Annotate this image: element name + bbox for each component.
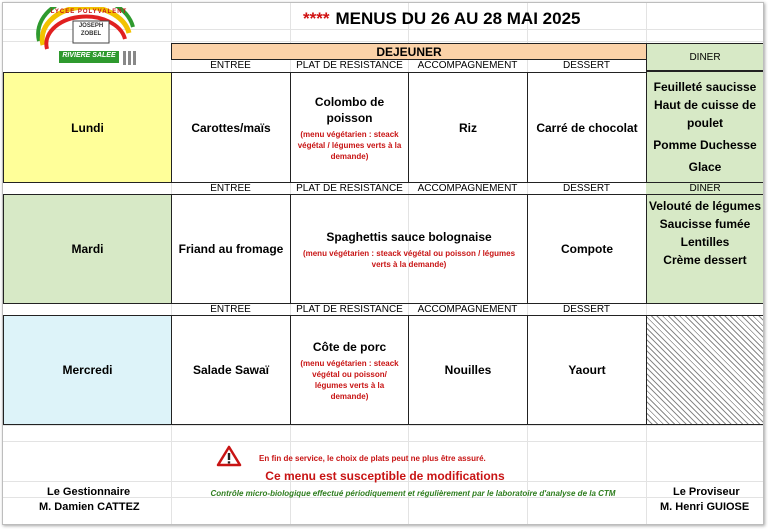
dessert-text: Compote [561, 242, 613, 256]
controle-text: Contrôle micro-biologique effectué périodiquement et régulièrement par le laboratoire d'analyse de la CTM [210, 489, 616, 498]
accompagnement-text: Riz [459, 120, 477, 135]
day-label: Lundi [71, 120, 104, 135]
mercredi-entree [171, 315, 291, 425]
col-plat-3: PLAT DE RESISTANCE [296, 304, 403, 315]
page-title [303, 7, 663, 31]
col-plat-1: PLAT DE RESISTANCE [296, 60, 403, 71]
mardi-entree [171, 194, 291, 304]
entree-text: Salade Sawaï [192, 363, 270, 377]
diner-item: Velouté de légumes [648, 199, 762, 213]
warning-icon [216, 445, 242, 467]
proviseur-name: M. Henri GUIOSE [660, 501, 750, 513]
entree-text: Carottes/maïs [191, 120, 271, 135]
lundi-entree [171, 72, 291, 183]
modifications-notice: Ce menu est susceptible de modifications [265, 469, 505, 483]
mercredi-dessert [527, 315, 647, 425]
day-lundi [3, 72, 172, 183]
col-dessert-1: DESSERT [562, 60, 611, 71]
day-label: Mardi [71, 242, 104, 256]
warning-text: En fin de service, le choix de plats peut ne plus être assuré. [259, 454, 486, 463]
col-accompagnement-1: ACCOMPAGNEMENT [417, 60, 518, 71]
mardi-plat [290, 194, 528, 304]
plat-text: Côte de porc [312, 339, 387, 354]
school-logo [25, 7, 155, 69]
col-entree-2: ENTREE [210, 183, 251, 194]
col-entree-1: ENTREE [210, 60, 251, 71]
logo-top-text: LYCEE POLYVALENT [50, 9, 128, 15]
menu-sheet [2, 2, 764, 525]
diner-label: DINER [689, 51, 721, 63]
col-plat-2: PLAT DE RESISTANCE [296, 183, 403, 194]
proviseur-title: Le Proviseur [673, 486, 740, 498]
mercredi-plat [290, 315, 409, 425]
diner-item: Pomme Duchesse [653, 138, 757, 152]
lundi-plat [290, 72, 409, 183]
title-stars: **** [303, 9, 330, 28]
plat-text: Colombo de poisson [314, 94, 385, 125]
diner-item: Crème dessert [663, 253, 747, 267]
dejeuner-label: DEJEUNER [376, 44, 442, 59]
dessert-text: Carré de chocolat [536, 120, 638, 135]
gestionnaire-name: M. Damien CATTEZ [39, 501, 140, 513]
lundi-accompagnement [408, 72, 528, 183]
col-dessert-2: DESSERT [562, 183, 611, 194]
logo-badge-line2: ZOBEL [80, 31, 102, 37]
col-accompagnement-2: ACCOMPAGNEMENT [417, 183, 518, 194]
gestionnaire-title: Le Gestionnaire [47, 486, 131, 498]
mercredi-diner-closed [646, 315, 764, 425]
dejeuner-band [171, 43, 647, 60]
accompagnement-text: Nouilles [444, 363, 492, 377]
logo-graphic [25, 7, 155, 69]
diner-item: Glace [688, 160, 722, 174]
plat-veg-text: (menu végétarien : steack végétal ou poisson / légumes verts à la demande) [302, 248, 516, 269]
logo-badge-line1: JOSEPH [78, 23, 104, 29]
mardi-diner [646, 194, 764, 304]
lundi-diner [646, 71, 764, 183]
diner-item: Saucisse fumée [659, 217, 751, 231]
diner-item: Feuilleté saucisse [653, 80, 757, 94]
diner-item: Lentilles [680, 235, 730, 249]
col-accompagnement-3: ACCOMPAGNEMENT [417, 304, 518, 315]
day-label: Mercredi [62, 363, 113, 377]
plat-text: Spaghettis sauce bolognaise [326, 229, 492, 244]
diner-band [646, 43, 764, 71]
logo-bottom-text: RIVIERE SALEE [62, 52, 116, 59]
plat-veg-text: (menu végétarien : steack végétal / légumes verts à la demande) [297, 129, 402, 161]
mardi-dessert [527, 194, 647, 304]
day-mardi [3, 194, 172, 304]
mercredi-accompagnement [408, 315, 528, 425]
col-diner-2: DINER [646, 183, 764, 194]
plat-veg-text: (menu végétarien : steack végétal ou poisson/ légumes verts à la demande) [300, 358, 399, 401]
day-mercredi [3, 315, 172, 425]
col-dessert-3: DESSERT [562, 304, 611, 315]
title-text: MENUS DU 26 AU 28 MAI 2025 [335, 9, 581, 28]
lundi-dessert [527, 72, 647, 183]
entree-text: Friand au fromage [178, 242, 284, 256]
dessert-text: Yaourt [568, 363, 606, 377]
diner-item: Haut de cuisse de poulet [653, 98, 757, 130]
col-entree-3: ENTREE [210, 304, 251, 315]
